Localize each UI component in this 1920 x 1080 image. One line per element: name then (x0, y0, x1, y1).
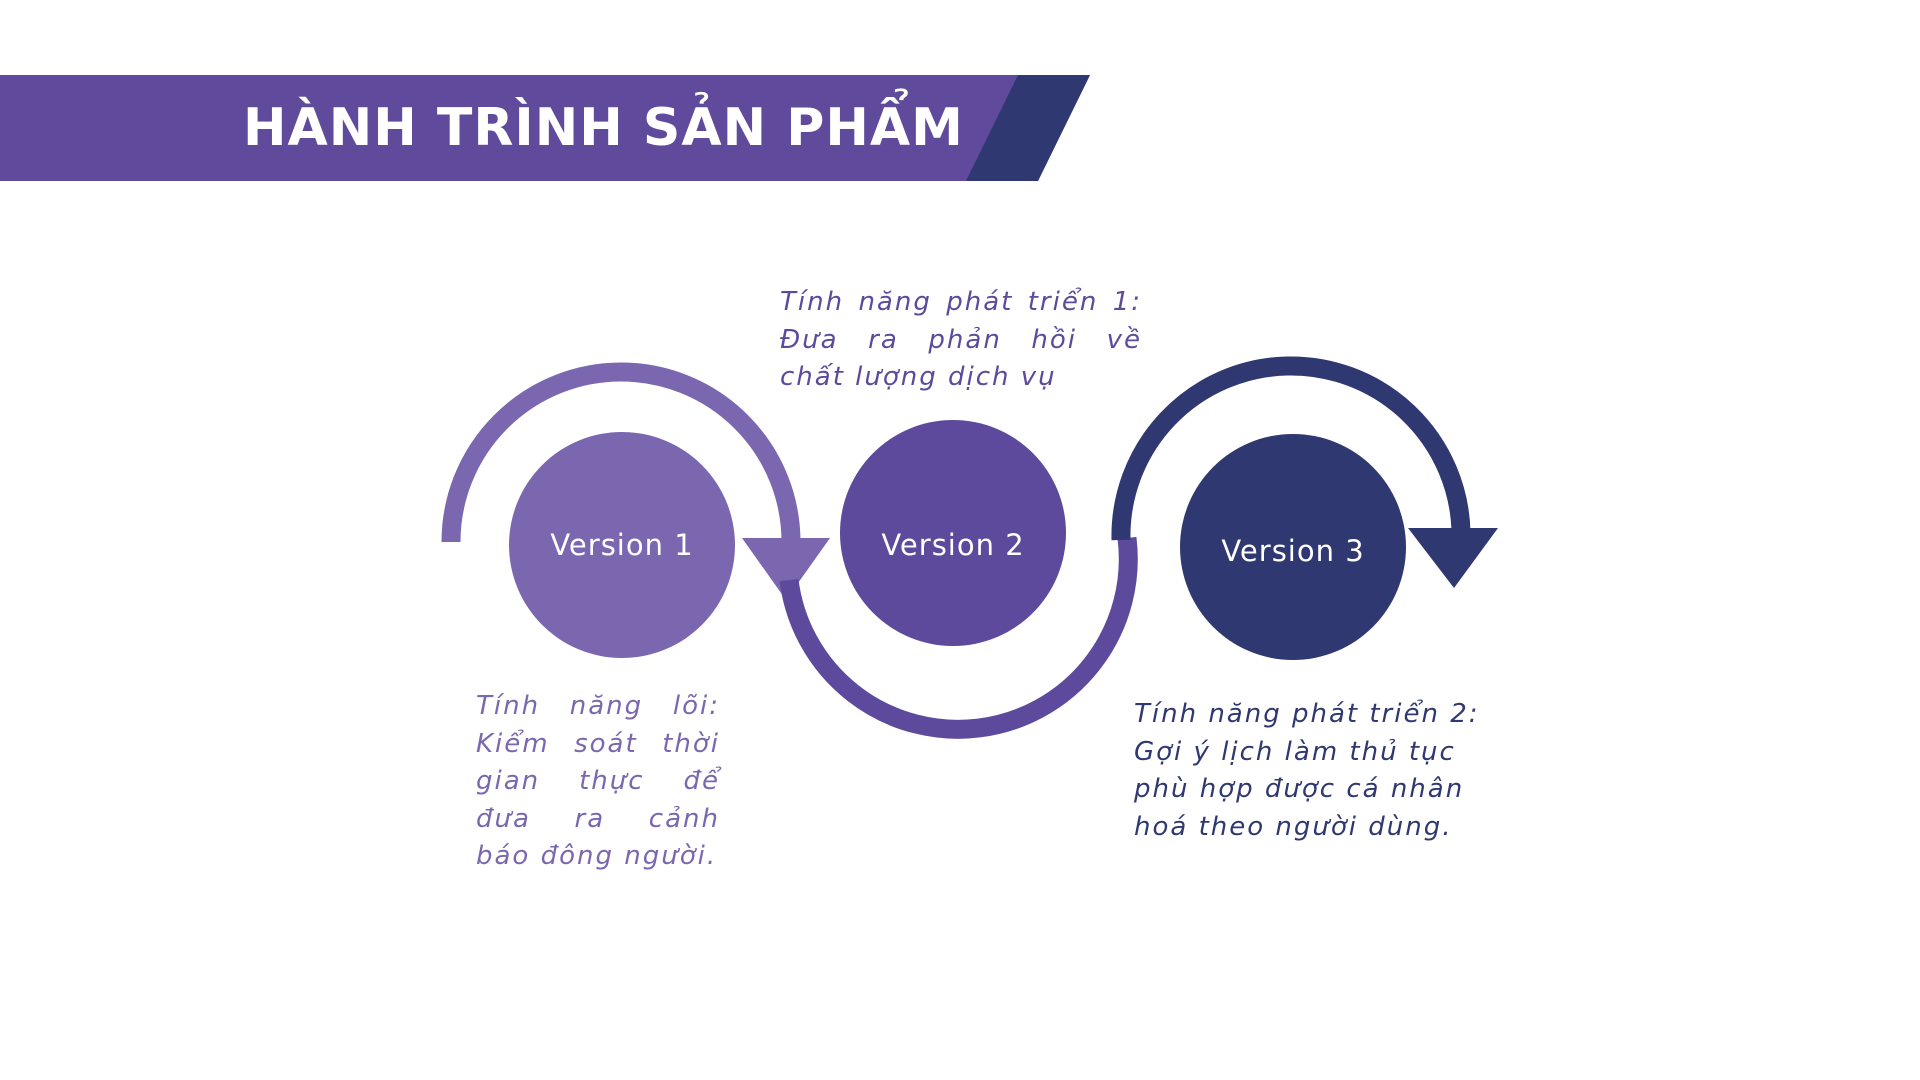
version-1-label: Version 1 (550, 528, 694, 562)
description-line: Đưa ra phản hồi về (780, 324, 1142, 355)
description-line: Tính năng phát triển 1: (780, 287, 1142, 317)
description-dev-feature-2 (1134, 696, 1480, 846)
description-dev-feature-1 (780, 284, 1142, 397)
version-2-label: Version 2 (881, 528, 1025, 562)
description-line: chất lượng dịch vụ (780, 362, 1057, 392)
description-line: phù hợp được cá nhân (1134, 774, 1465, 804)
version-3-label: Version 3 (1221, 534, 1365, 568)
page-title: HÀNH TRÌNH SẢN PHẨM (243, 98, 964, 158)
description-line: Gợi ý lịch làm thủ tục (1134, 736, 1456, 767)
description-core-feature (476, 688, 720, 876)
description-line: Tính năng phát triển 2: (1134, 699, 1480, 729)
description-line: đưa ra cảnh (476, 803, 720, 834)
description-line: Tính năng lõi: (476, 691, 720, 721)
description-line: gian thực để (476, 766, 720, 796)
description-line: báo đông người. (476, 841, 718, 871)
description-line: hoá theo người dùng. (1134, 811, 1453, 842)
arrowhead-version-3 (1408, 528, 1498, 588)
description-line: Kiểm soát thời (476, 728, 720, 759)
